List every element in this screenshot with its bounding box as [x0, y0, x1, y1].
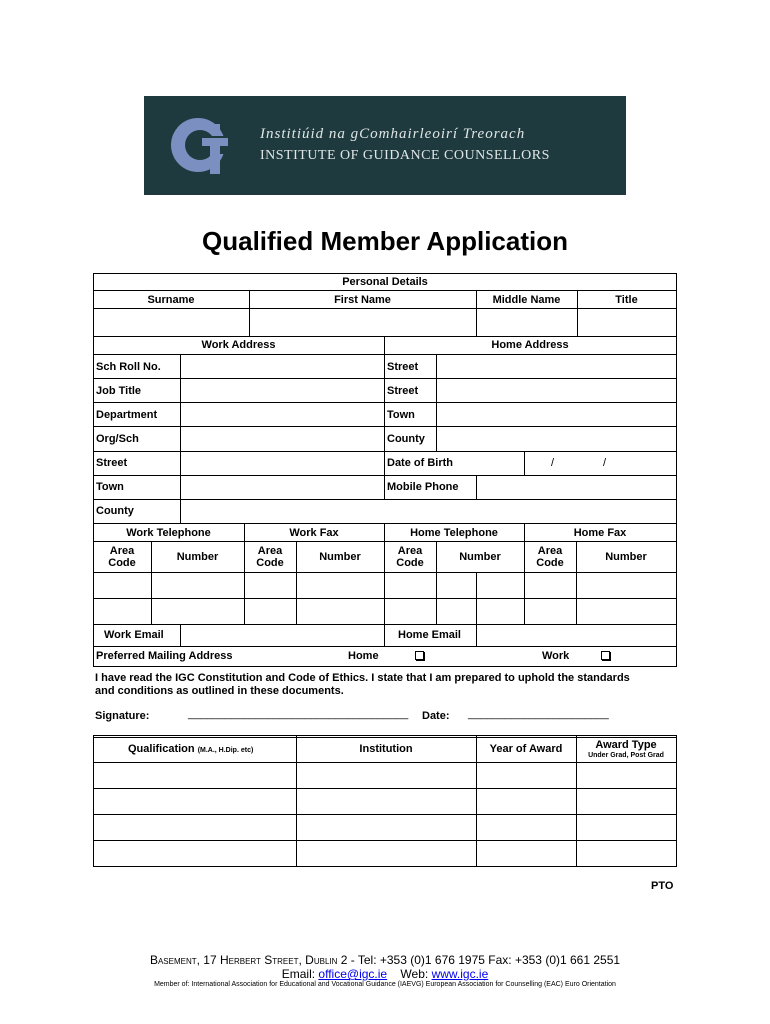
job-title-field[interactable]: [181, 379, 384, 402]
pto-label: PTO: [651, 880, 674, 892]
home-email-label: Home Email: [398, 629, 461, 641]
qualification-rows[interactable]: [94, 763, 676, 866]
footer-contact: [0, 967, 770, 981]
work-fax-heading: Work Fax: [289, 527, 339, 539]
mobile-phone-label: Mobile Phone: [387, 481, 459, 493]
org-sch-field[interactable]: [181, 427, 384, 451]
page-title: Qualified Member Application: [202, 226, 568, 256]
year-of-award-heading: Year of Award: [489, 743, 563, 755]
area-code-label: Area Code: [536, 545, 564, 569]
declaration-text: I have read the IGC Constitution and Code of Ethics. I state that I am prepared to uphold the standards: [95, 672, 630, 684]
mobile-phone-field[interactable]: [477, 476, 676, 499]
title-field[interactable]: [578, 309, 676, 336]
mailing-work-label: Work: [542, 650, 570, 662]
date-line[interactable]: _______________________: [468, 708, 609, 720]
award-type-heading: Award Type: [595, 739, 657, 751]
home-town-label: Town: [387, 409, 415, 421]
sch-roll-no-label: Sch Roll No.: [96, 361, 161, 373]
email-link[interactable]: office@igc.ie: [318, 967, 388, 981]
home-telephone-heading: Home Telephone: [410, 527, 498, 539]
igc-logo-icon: [168, 114, 238, 176]
footer-address: [0, 953, 770, 967]
work-street-label: Street: [96, 457, 128, 469]
area-code-label: Area Code: [108, 545, 136, 569]
number-label: Number: [319, 551, 361, 563]
department-label: Department: [96, 409, 158, 421]
surname-field[interactable]: [94, 309, 249, 336]
home-address-heading: Home Address: [491, 339, 569, 351]
middle-name-label: Middle Name: [492, 294, 561, 306]
middle-name-field[interactable]: [477, 309, 577, 336]
home-street-2-label: Street: [387, 385, 419, 397]
qualification-note: (M.A., H.Dip. etc): [197, 747, 254, 754]
personal-details-heading: Personal Details: [342, 276, 428, 288]
home-street-1-field[interactable]: [437, 355, 676, 378]
work-email-label: Work Email: [104, 629, 164, 641]
number-label: Number: [605, 551, 647, 563]
job-title-label: Job Title: [96, 385, 142, 397]
preferred-mailing-label: Preferred Mailing Address: [96, 650, 233, 662]
header-banner: [144, 96, 626, 195]
phone-number-fields[interactable]: [94, 573, 676, 624]
award-type-note: Under Grad, Post Grad: [588, 752, 664, 759]
first-name-field[interactable]: [250, 309, 476, 336]
work-street-field[interactable]: [181, 452, 384, 475]
home-county-label: County: [387, 433, 425, 445]
signature-label: Signature:: [95, 710, 150, 722]
home-town-field[interactable]: [437, 403, 676, 426]
work-county-label: County: [96, 505, 134, 517]
work-email-field[interactable]: [181, 625, 384, 646]
first-name-label: First Name: [334, 294, 391, 306]
dob-separator: /: [603, 457, 607, 469]
surname-label: Surname: [147, 294, 195, 306]
work-address-heading: Work Address: [201, 339, 276, 351]
work-town-label: Town: [96, 481, 124, 493]
area-code-label: Area Code: [396, 545, 424, 569]
home-county-field[interactable]: [437, 427, 676, 451]
qualification-label: Qualification: [128, 743, 195, 755]
department-field[interactable]: [181, 403, 384, 426]
institute-english-name: INSTITUTE OF GUIDANCE COUNSELLORS: [260, 148, 550, 163]
mailing-home-label: Home: [348, 650, 379, 662]
footer-street: Basement, 17 Herbert Street, Dublin 2: [149, 953, 348, 967]
footer-email-label: Email:: [281, 967, 319, 981]
date-of-birth-field[interactable]: [525, 452, 676, 475]
work-town-field[interactable]: [181, 476, 384, 499]
work-county-field[interactable]: [181, 500, 676, 523]
footer-web-label: Web:: [387, 967, 432, 981]
number-label: Number: [459, 551, 501, 563]
sch-roll-no-field[interactable]: [181, 355, 384, 378]
date-label: Date:: [422, 710, 450, 722]
institute-irish-name: Institiúid na gComhairleoirí Treorach: [260, 126, 526, 142]
date-of-birth-label: Date of Birth: [387, 457, 453, 469]
org-sch-label: Org/Sch: [96, 433, 139, 445]
signature-line[interactable]: ____________________________________: [188, 708, 409, 720]
institution-heading: Institution: [359, 743, 413, 755]
mailing-home-checkbox[interactable]: [415, 651, 424, 660]
footer-membership: Member of: International Association for Educational and Vocational Guidance (IAEVG) European Association for Counselling (EAC) Euro Orientation: [154, 981, 616, 988]
number-label: Number: [176, 551, 219, 563]
qualification-heading: [128, 743, 253, 757]
dob-separator: /: [551, 457, 555, 469]
declaration-text: and conditions as outlined in these documents.: [95, 685, 344, 697]
home-street-1-label: Street: [387, 361, 419, 373]
home-email-field[interactable]: [477, 625, 676, 646]
website-link[interactable]: www.igc.ie: [431, 967, 489, 981]
home-fax-heading: Home Fax: [573, 527, 627, 539]
footer-tel-fax: - Tel: +353 (0)1 676 1975 Fax: +353 (0)1 661 2551: [347, 953, 621, 967]
area-code-label: Area Code: [256, 545, 284, 569]
title-label: Title: [615, 294, 638, 306]
work-telephone-heading: Work Telephone: [126, 527, 211, 539]
mailing-work-checkbox[interactable]: [601, 651, 610, 660]
home-street-2-field[interactable]: [437, 379, 676, 402]
